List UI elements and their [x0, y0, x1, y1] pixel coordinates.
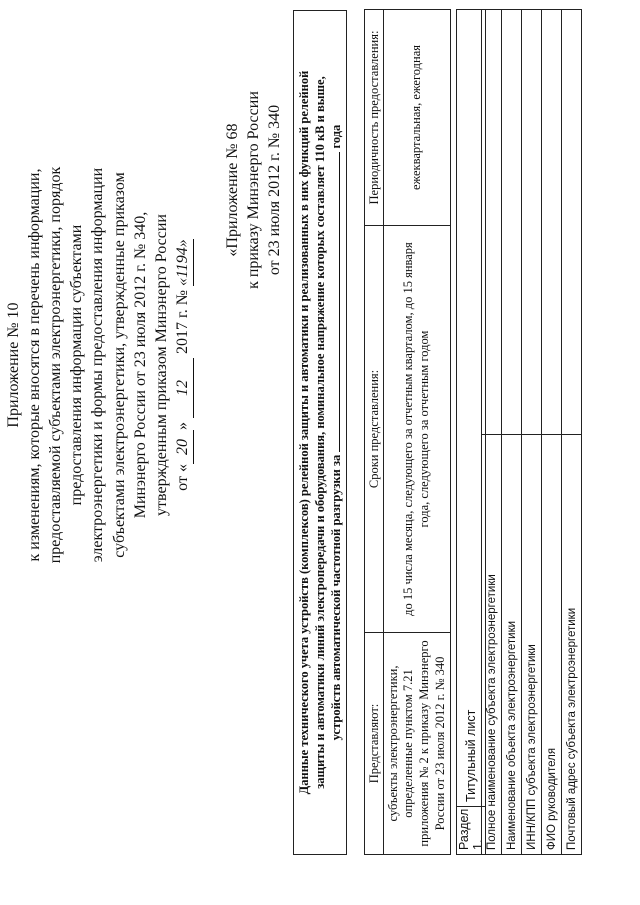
cell-deadlines: до 15 числа месяца, следующего за отчетным кварталом, до 15 января года, следующего за отчетным годом	[384, 226, 451, 633]
appendix-10-line: предоставляемой субъектами электроэнергетики, порядок	[47, 166, 65, 564]
title-sheet-fields-table	[481, 9, 582, 855]
appendix-10-line: субъектами электроэнергетики, утвержденные приказом	[110, 172, 128, 558]
appendix-10-line: Приложение № 10	[5, 302, 22, 428]
date-prefix: от «	[173, 464, 191, 491]
table-row	[482, 10, 502, 855]
date-year: 2017 г. №	[173, 290, 191, 355]
field-label: ФИО руководителя	[542, 435, 562, 855]
table-row	[384, 10, 451, 855]
appendix-10-line: Минэнерго России от 23 июля 2012 г. № 340,	[131, 211, 149, 519]
order-number: «1194»	[172, 239, 194, 286]
table-row	[502, 10, 522, 855]
header-periodicity: Периодичность предоставления:	[365, 10, 384, 226]
field-label: Полное наименование субъекта электроэнергетики	[482, 435, 502, 855]
appendix-68-line: «Приложение № 68	[224, 123, 241, 257]
form-title-year-label: года	[329, 124, 343, 149]
appendix-68-header	[222, 60, 285, 320]
table-row	[542, 10, 562, 855]
field-value[interactable]	[522, 10, 542, 435]
date-day: 20	[172, 430, 194, 464]
appendix-68-line: к приказу Минэнерго России	[245, 91, 263, 289]
section-title: Титульный лист	[457, 10, 486, 807]
appendix-10-line: утвержденным приказом Минэнерго России	[152, 214, 170, 516]
form-title-line: Данные технического учета устройств (комплексов) релейной защиты и автоматики и реализованных в них функций релейной	[297, 70, 311, 795]
order-date-line	[172, 75, 194, 655]
section-label: Раздел 1.	[457, 807, 486, 855]
form-title-line-3	[328, 17, 344, 848]
appendix-10-header	[3, 75, 194, 655]
field-value[interactable]	[542, 10, 562, 435]
field-value[interactable]	[562, 10, 582, 435]
date-month: 12	[172, 358, 194, 418]
appendix-10-line: электроэнергетики и формы предоставления информации	[89, 167, 107, 563]
appendix-10-line: к изменениям, которые вносятся в перечень информации,	[26, 168, 44, 562]
form-title	[294, 11, 347, 855]
appendix-68-line: от 23 июля 2012 г. № 340	[266, 104, 284, 276]
form-title-box	[293, 10, 347, 855]
field-label: ИНН/КПП субъекта электроэнергетики	[522, 435, 542, 855]
cell-periodicity: ежеквартальная, ежегодная	[384, 10, 451, 226]
form-title-period-label: устройств автоматической частотной разгрузки за	[329, 454, 343, 741]
header-submitters: Представляют:	[365, 633, 384, 855]
table-row	[562, 10, 582, 855]
field-label: Почтовый адрес субъекта электроэнергетики	[562, 435, 582, 855]
submission-info-table	[364, 9, 451, 855]
date-separator: »	[173, 422, 191, 431]
field-value[interactable]	[502, 10, 522, 435]
cell-submitters: субъекты электроэнергетики, определенные пунктом 7.21 приложения № 2 к приказу Минэнерго России от 23 июля 2012 г. № 340	[384, 633, 451, 855]
appendix-10-line: предоставления информации субъектами	[68, 224, 86, 506]
form-title-line: защиты и автоматики линий электропередачи и оборудования, номинальное напряжение которых составляет 110 кВ и выше,	[313, 76, 327, 789]
table-row	[522, 10, 542, 855]
field-label: Наименование объекта электроэнергетики	[502, 435, 522, 855]
header-deadlines: Сроки представления:	[365, 226, 384, 633]
field-value[interactable]	[482, 10, 502, 435]
period-blank	[339, 152, 340, 452]
